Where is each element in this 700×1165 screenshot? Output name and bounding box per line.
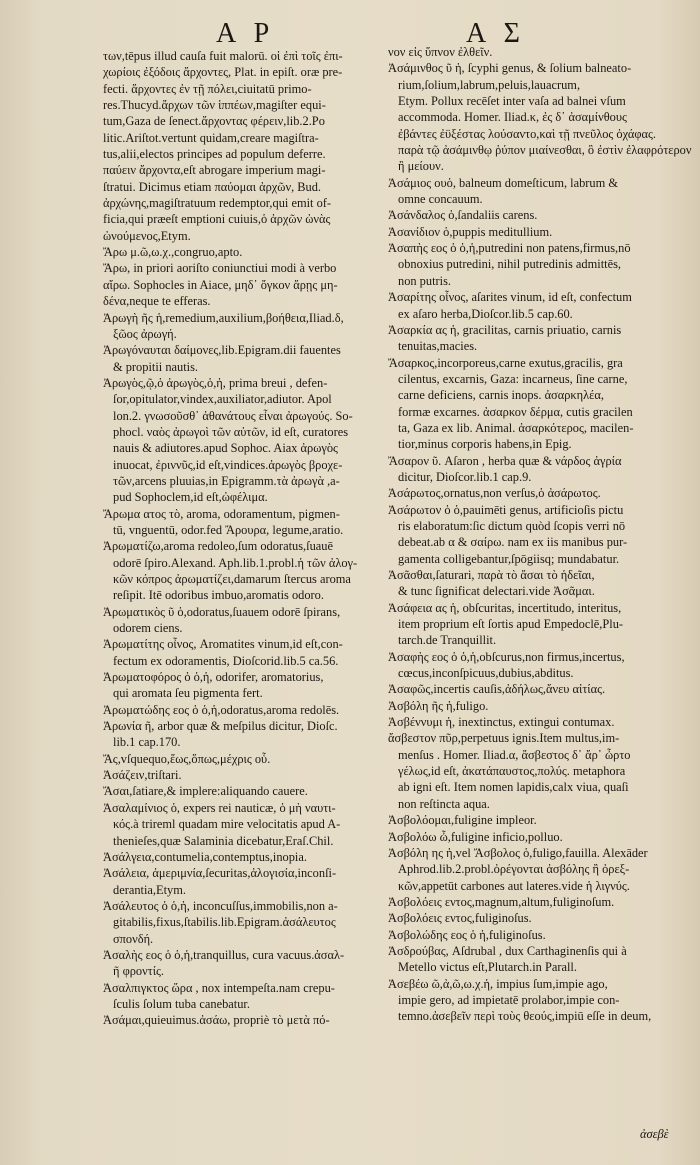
text-line: temno.ἀσεβεῖν περὶ τοὺς θεούς,impiū eſſe in deum, bbox=[398, 1009, 652, 1024]
text-line: Ἀσαφῶς,incertis cauſis,ἀδήλως,ἄνευ αἰτίας. bbox=[388, 682, 606, 697]
text-line: παρὰ τῷ ἀσάμινθῳ ῥύπον μιαίνεσθαι, ὃ ἐστὶν ἐλαφρότερον bbox=[398, 143, 692, 158]
text-line: Ἀσαφὴς εος ὁ ὁ,ἡ,obſcurus,non firmus,incertus, bbox=[388, 649, 625, 664]
header-right: A Σ bbox=[466, 18, 526, 49]
text-line: Ἀρωματίτης οἶνος, Aromatites vinum,id eſt,con- bbox=[103, 637, 343, 652]
text-line: ficia,qui præeſt emptioni cuiuis,ὁ ἀρχῶν ὠνὰς bbox=[103, 212, 331, 227]
text-line: Ἀσεβέω ῶ,ἀ,ῶ,ω.χ.ἡ, impius ſum,impie ago, bbox=[388, 976, 608, 991]
text-line: carne deficiens, carnis inops. ἀσαρκηλέα, bbox=[398, 388, 604, 403]
text-line: nauis & adiutores.apud Sophoc. Aiax ἀρωγὸς bbox=[113, 441, 338, 456]
text-line: phocl. ναὸς ἀρωγοὶ τῶν αὐτῶν, id eſt, curatores bbox=[113, 424, 349, 439]
text-line: Ἀσάφεια ας ἡ, obſcuritas, incertitudo, interitus, bbox=[388, 600, 622, 615]
text-line: Ἀρωγόναυται δαίμονες,lib.Epigram.dii fauentes bbox=[103, 343, 341, 358]
text-line: ῆ φροντίς. bbox=[113, 964, 165, 979]
text-line: χωρίοις ἐξόδοις ἄρχοντες, Plat. in epiſt. oræ pre- bbox=[103, 65, 343, 80]
text-line: fectum ex odoramentis, Dioſcorid.lib.5 ca.56. bbox=[113, 653, 339, 668]
text-line: item proprium eſt ſortis apud Empedoclē,Plu- bbox=[398, 617, 624, 632]
text-line: ſtratui. Dicimus etiam παύομαι ἀρχῶν, Bud. bbox=[103, 179, 322, 194]
text-line: Ἀσάλεια, ἀμεριμνία,ſecuritas,ἀλογισία,inconſi- bbox=[103, 866, 337, 881]
text-line: Ἀσβολόεις εντος,magnum,altum,fuliginoſum. bbox=[388, 894, 615, 909]
text-line: Ἄσαι,ſatiare,& implere:aliquando cauere. bbox=[103, 784, 308, 799]
text-line: τῶν,arcens pluuias,in Epigramm.τὰ ἀρωγὰ ,a- bbox=[113, 473, 340, 488]
text-line: Ἀρωματώδης εος ὁ ὁ,ἡ,odoratus,aroma redolēs. bbox=[103, 702, 340, 717]
text-line: Ἀσαλπιγκτος ὥρα , nox intempeſta.nam crepu- bbox=[103, 980, 335, 995]
text-line: Ἀσαλαμίνιος ὁ, expers rei nauticæ, ὁ μὴ ναυτι- bbox=[103, 800, 336, 815]
text-line: Ἀσάζειν,triſtari. bbox=[103, 768, 182, 783]
header-left: A P bbox=[216, 18, 276, 49]
text-line: accommoda. Homer. Iliad.κ, ἐς δ᾽ ἀσαμίνθους bbox=[398, 110, 627, 125]
text-line: παύειν ἄρχοντα,eſt abrogare imperium magi- bbox=[103, 163, 326, 178]
text-line: tenuitas,macies. bbox=[398, 339, 478, 354]
text-line: Ἀρωματοφόρος ὁ ὁ,ἡ, odorifer, aromatorius, bbox=[103, 670, 324, 685]
text-line: Ἀσάλγεια,contumelia,contemptus,inopia. bbox=[103, 849, 307, 864]
text-line: Ἀσβολόω ὦ,fuligine inficio,polluo. bbox=[388, 829, 563, 844]
text-line: Ἀσάρωτος,ornatus,non verſus,ὁ ἀσάρωτος. bbox=[388, 486, 601, 501]
text-line: Ἀρωγὴ ῆς ἡ,remedium,auxilium,βοήθεια,Iliad.δ, bbox=[103, 310, 344, 325]
text-line: tior,minus corporis habens,in Epig. bbox=[398, 437, 572, 452]
text-line: debeat.ab α & σαίρω. nam ex iis manibus pur- bbox=[398, 535, 628, 550]
text-line: qui aromata ſeu pigmenta fert. bbox=[113, 686, 263, 701]
text-line: δένα,neque te efferas. bbox=[103, 294, 211, 309]
text-line: ris elaboratum:ſic dictum quòd ſcopis verri nō bbox=[398, 518, 626, 533]
text-line: odorē ſpiro.Alexand. Aph.lib.1.probl.ἡ τῶν ἀλογ- bbox=[113, 555, 358, 570]
text-line: Ἀσάλευτος ὁ ὁ,ἡ, inconcuſſus,immobilis,non a- bbox=[103, 898, 338, 913]
text-line: κός.à trireml quadam mire velocitatis apud A- bbox=[113, 817, 341, 832]
text-line: ἀρχώνης,magiſtratuum redemptor,qui emit of- bbox=[103, 196, 332, 211]
text-line: rium,ſolium,labrum,peluis,lauacrum, bbox=[398, 77, 581, 92]
text-line: impie gero, ad impietatē prolabor,impie con- bbox=[398, 992, 620, 1007]
text-line: litic.Ariſtot.vertunt quidam,creare magiſtra- bbox=[103, 130, 319, 145]
text-line: Ἀσβόλη ης ἡ,vel Ἄσβολος ὁ,fuligo,fauilla. Alexāder bbox=[388, 845, 648, 860]
text-line: Ἄρω μ.ῶ,ω.χ.,congruo,apto. bbox=[103, 245, 243, 260]
text-line: ab igni eſt. Item nomen lapidis,calx viua, quaſi bbox=[398, 780, 629, 795]
text-line: Ἀσαρίτης οἶνος, aſarites vinum, id eſt, confectum bbox=[388, 290, 632, 305]
text-line: ex aſaro herba,Dioſcor.lib.5 cap.60. bbox=[398, 306, 573, 321]
text-line: Ἄρω, in priori aoriſto coniunctiui modi à verbo bbox=[103, 261, 337, 276]
text-line: Aphrod.lib.2.probl.ὀρέγονται ἀσβόλης ἢ ὀρεξ- bbox=[398, 862, 630, 877]
text-line: κῶν,appetūt carbones aut lateres.vide ἡ λιγνύς. bbox=[398, 878, 630, 893]
text-line: non putris. bbox=[398, 273, 452, 288]
text-line: inuocat, ἐριννῦς,id eſt,vindices.ἀρωγὸς βροχε- bbox=[113, 457, 343, 472]
text-line: cilentus, excarnis, Gaza: incarneus, ſine carne, bbox=[398, 371, 628, 386]
text-line: των,tēpus illud cauſa fuit malorū. οἱ ἐπὶ τοῖς ἐπι- bbox=[103, 49, 343, 63]
text-line: Ἀσᾶσθαι,ſaturari, παρὰ τὸ ἄσαι τὸ ἡδεῖαι, bbox=[388, 568, 595, 582]
text-line: formæ excarnes. ἀσαρκον δέρμα, cutis gracilen bbox=[398, 404, 633, 419]
text-line: tum,Gaza de ſenect.ἄρχοντας φέρειν,lib.2.Po bbox=[103, 114, 325, 129]
text-line: lon.2. γνωσοῦσθ᾽ ἀθανάτους εἶναι ἀρωγούς. So- bbox=[113, 408, 353, 423]
text-line: Ἀσαπὴς εος ὁ ὁ,ἡ,putredini non patens,firmus,nō bbox=[388, 241, 631, 256]
text-line: odorem ciens. bbox=[113, 621, 183, 636]
text-line: Ἄσαρον ῦ. Aſaron , herba quæ & νάρδος ἀγρία bbox=[388, 453, 622, 468]
text-line: ta, Gaza ex lib. Animal. ἀσαρκότερος, macilen- bbox=[398, 420, 634, 435]
text-line: Ἀσάμιος ουὁ, balneum domeſticum, labrum & bbox=[388, 175, 618, 190]
text-line: tarch.de Tranquillit. bbox=[398, 633, 497, 648]
text-line: Ἀσβόλη ῆς ἡ,fuligo. bbox=[388, 698, 489, 713]
text-line: ξῶος ἀρωγή. bbox=[113, 326, 177, 341]
text-line: Ἀσβέννυμι ἡ, inextinctus, extingui contumax. bbox=[388, 715, 615, 730]
text-line: Ἀσανίδιον ὁ,puppis meditullium. bbox=[388, 224, 553, 239]
text-line: Ἀσβολόομαι,fuligine impleor. bbox=[388, 813, 537, 828]
text-line: obnoxius putredini, nihil putredinis admittēs, bbox=[398, 257, 622, 272]
text-line: Ἀσβολώδης εος ὁ ἡ,fuliginoſus. bbox=[388, 927, 546, 942]
text-line: Ἄρωμα ατος τὸ, aroma, odoramentum, pigmen- bbox=[103, 506, 340, 521]
text-line: Ἀσαρκία ας ἡ, gracilitas, carnis priuatio, carnis bbox=[388, 322, 622, 337]
text-line: Ἀσάνδαλος ὁ,ſandaliis carens. bbox=[388, 208, 538, 223]
text-line: Ἄσαρκος,incorporeus,carne exutus,gracilis, gra bbox=[388, 355, 623, 370]
text-line: Ἀρωνία ῆ, arbor quæ & meſpilus dicitur, Dioſc. bbox=[103, 719, 338, 734]
text-line: Etym. Pollux recēſet inter vaſa ad balnei vſum bbox=[398, 94, 626, 109]
text-line: Ἀρωματικὸς ῦ ὁ,odoratus,ſuauem odorē ſpirans, bbox=[103, 604, 341, 619]
text-line: Ἄς,vſquequo,ἕως,ὅπως,μέχρις οὗ. bbox=[103, 751, 271, 766]
text-line: Ἀσβολόεις εντος,fuliginoſus. bbox=[388, 911, 532, 926]
text-line: αἴρω. Sophocles in Aiace, μηδ᾽ ὄγκον ἄρῃς μη- bbox=[103, 277, 338, 292]
text-line: pud Sophoclem,id eſt,ὠφέλιμα. bbox=[113, 490, 268, 505]
text-line: Ἀσάμινθος ῦ ἡ, ſcyphi genus, & ſolium balneato- bbox=[388, 61, 632, 76]
text-line: fecti. ἄρχοντες ἐν τῇ πόλει,ciuitatū primo- bbox=[103, 81, 312, 96]
text-line: gitabilis,fixus,ſtabilis.lib.Epigram.ἀσάλευτος bbox=[113, 915, 336, 930]
text-line: κῶν κόπρος ἀρωματίζει,damarum ſtercus aroma bbox=[113, 572, 351, 586]
text-line: thenieſes,quæ Salaminia dicebatur,Eraſ.Chil. bbox=[113, 833, 334, 848]
text-line: γέλως,id eſt, ἀκατάπαυστος,πολύς. metaphora bbox=[398, 764, 626, 779]
text-line: ἢ μείουν. bbox=[398, 159, 444, 174]
text-line: reſipit. Itē odoribus imbuo,aromatis odoro. bbox=[113, 588, 324, 603]
text-line: menſus . Homer. Iliad.α, ἄσβεστος δ᾽ ἄρ᾽ ὦρτο bbox=[398, 747, 631, 762]
catchword: ἀσεβὲ bbox=[640, 1127, 669, 1141]
text-line: Metello victus eſt,Plutarch.in Parall. bbox=[398, 960, 577, 975]
text-line: ἐβάντες ἐϋξέστας λούσαντο,καὶ τῇ πνεῦλος ὀχάφας. bbox=[398, 126, 656, 141]
text-line: Ἀσδρούβας, Aſdrubal , dux Carthaginenſis qui à bbox=[388, 943, 627, 958]
text-line: tū, vnguentū, odor.fed Ἄρουρα, legume,aratio. bbox=[113, 522, 344, 537]
text-line: tus,alii,electos principes ad populum deferre. bbox=[103, 147, 326, 162]
text-line: ὠνούμενος,Etym. bbox=[103, 228, 191, 243]
text-line: derantia,Etym. bbox=[113, 882, 186, 897]
text-line: omne concauum. bbox=[398, 192, 483, 207]
text-line: non reſtincta aqua. bbox=[398, 796, 490, 811]
text-line: Ἀρωματίζω,aroma redoleo,ſum odoratus,ſuauē bbox=[103, 539, 333, 554]
right-column bbox=[388, 44, 692, 1025]
text-line: σπονδή. bbox=[113, 931, 154, 946]
text-line: dicitur, Dioſcor.lib.1 cap.9. bbox=[398, 469, 532, 484]
text-line: cœcus,inconſpicuus,dubius,abditus. bbox=[398, 666, 574, 681]
text-line: Ἀσάρωτον ὁ ὁ,pauimēti genus, artificioſis pictu bbox=[388, 502, 624, 517]
text-line: & propitii nautis. bbox=[113, 359, 199, 374]
text-line: & tunc ſignificat delectari.vide Ἀσᾶμαι. bbox=[398, 584, 595, 599]
text-line: ἄσβεστον πῦρ,perpetuus ignis.Item multus,im- bbox=[388, 731, 620, 746]
text-line: ſculis ſolum tuba canebatur. bbox=[113, 996, 250, 1011]
text-line: ſor,opitulator,vindex,auxiliator,adiutor. Apol bbox=[113, 392, 332, 407]
text-line: νον εἰς ὕπνον ἐλθεῖν. bbox=[388, 45, 493, 59]
text-line: gamenta colligebantur,ſpōgiisq; mundabatur. bbox=[398, 551, 620, 566]
left-column bbox=[103, 48, 365, 1029]
text-line: Ἀσαλὴς εος ὁ ὁ,ἡ,tranquillus, cura vacuus.ἀσαλ- bbox=[103, 947, 345, 962]
text-line: Ἀσάμαι,quieuimus.ἀσάω, propriè τὸ μετὰ πό- bbox=[103, 1013, 330, 1028]
text-line: res.Thucyd.ἄρχων τῶν ἱππέων,magiſter equi- bbox=[103, 98, 326, 113]
text-line: Ἀρωγὸς,ῷ,ὁ ἀρωγὸς,ὁ,ἡ, prima breui , defen- bbox=[103, 375, 328, 390]
text-line: lib.1 cap.170. bbox=[113, 735, 181, 750]
